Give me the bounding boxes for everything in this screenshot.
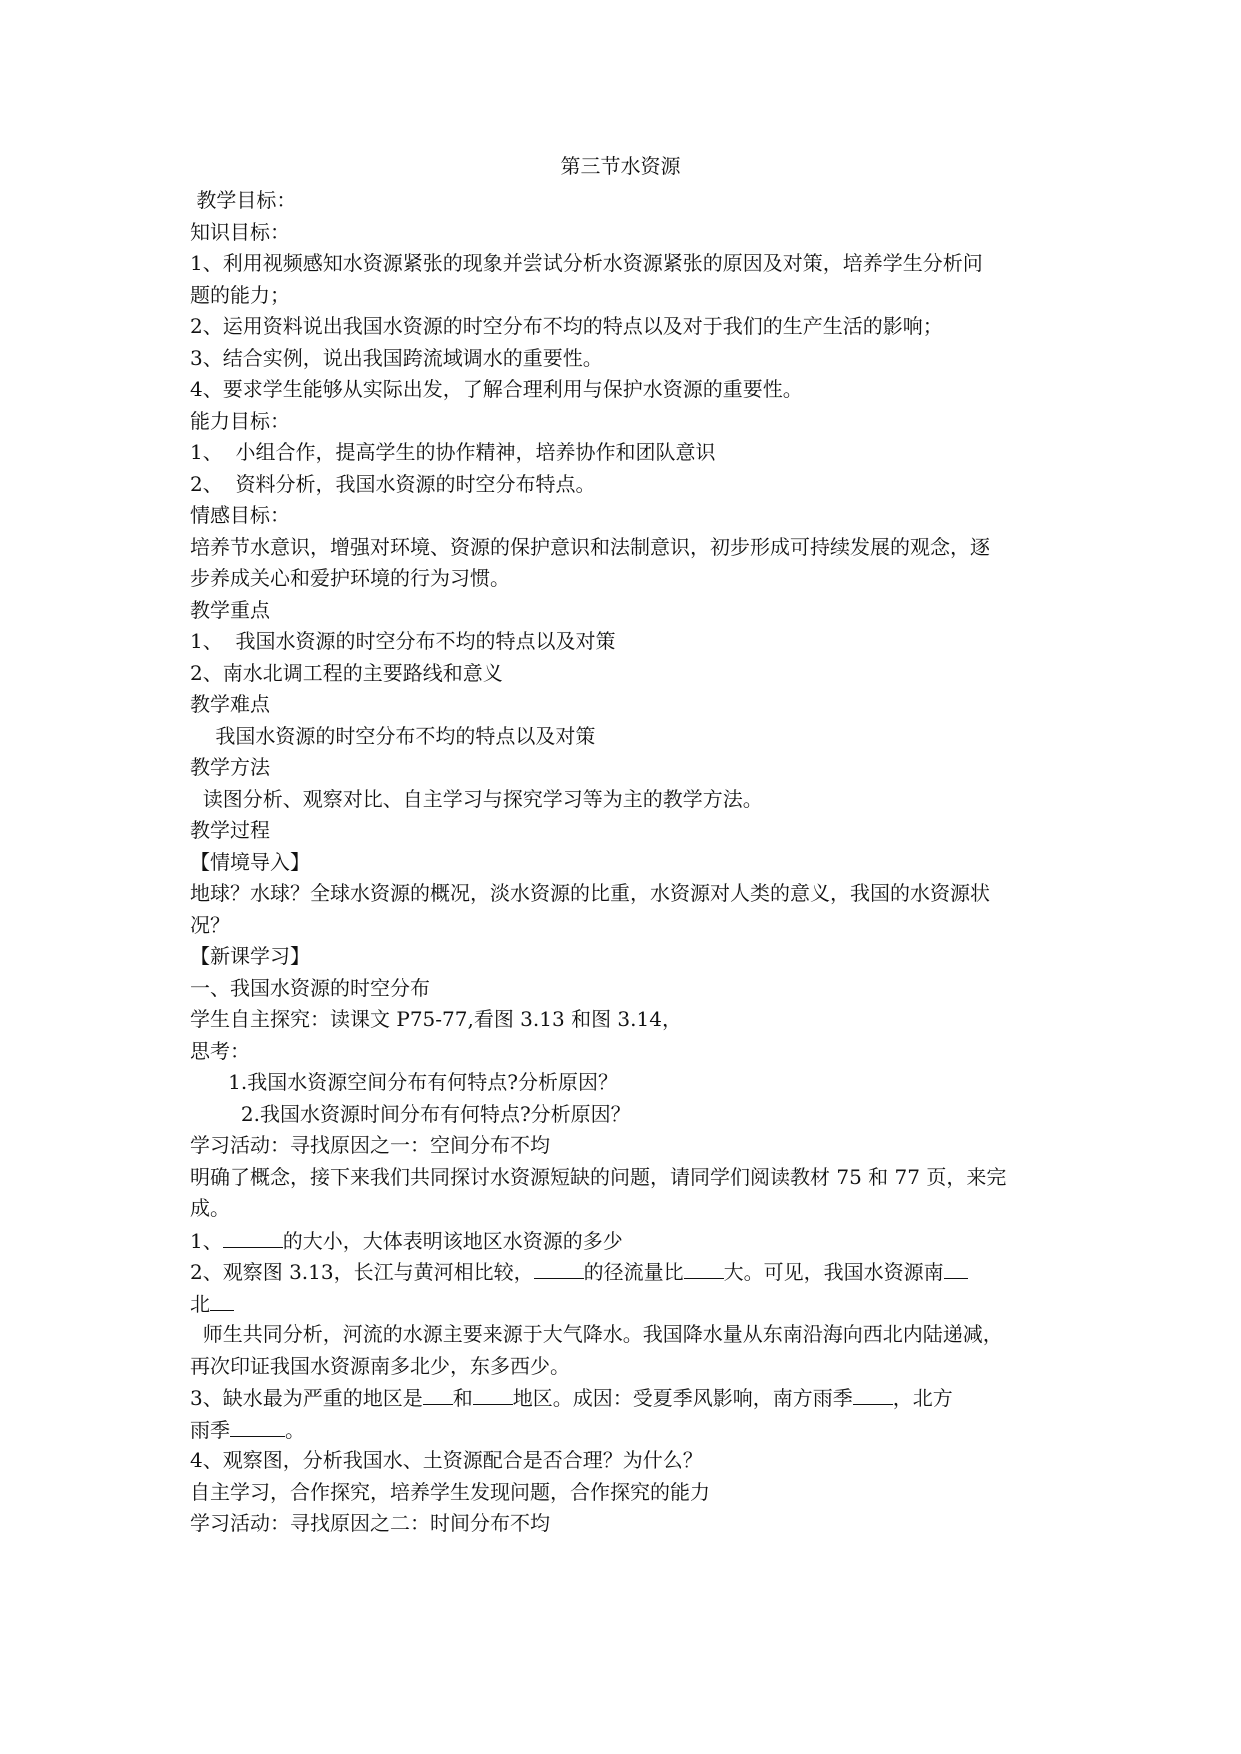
paragraph-line: 地球？水球？全球水资源的概况，淡水资源的比重，水资源对人类的意义，我国的水资源状 xyxy=(190,881,990,905)
heading-ability-goals: 能力目标： xyxy=(190,408,290,433)
q2-line2: 北 xyxy=(190,1291,210,1316)
paragraph-line: 明确了概念，接下来我们共同探讨水资源短缺的问题，请同学们阅读教材 75 和 77 页，来完 xyxy=(190,1164,1007,1189)
paragraph-line: 再次印证我国水资源南多北少，东多西少。 xyxy=(190,1353,570,1378)
answer-blank xyxy=(534,1256,584,1279)
fill-in-question-3-cont xyxy=(190,1414,1060,1446)
q3-prefix: 3、缺水最为严重的地区是 xyxy=(190,1386,423,1410)
paragraph-line: 成。 xyxy=(190,1196,230,1220)
answer-blank xyxy=(423,1382,453,1405)
paragraph-line: 我国水资源的时空分布不均的特点以及对策 xyxy=(190,723,596,748)
q3-line2-suffix: 。 xyxy=(285,1417,305,1442)
answer-blank xyxy=(473,1382,513,1405)
q2-mid2: 大。可见，我国水资源南 xyxy=(723,1260,944,1284)
paragraph-line: 2、运用资料说出我国水资源的时空分布不均的特点以及对于我们的生产生活的影响； xyxy=(190,314,943,338)
heading-teaching-goals: 教学目标： xyxy=(190,188,297,212)
paragraph-line: 师生共同分析，河流的水源主要来源于大气降水。我国降水量从东南沿海向西北内陆递减， xyxy=(190,1322,1003,1346)
answer-blank xyxy=(223,1225,283,1248)
fill-in-question-2-cont xyxy=(190,1288,1060,1320)
answer-blank xyxy=(684,1256,724,1279)
paragraph-line: 学习活动：寻找原因之一：空间分布不均 xyxy=(190,1133,550,1157)
q3-mid3: ，北方 xyxy=(892,1386,953,1410)
q2-mid1: 的径流量比 xyxy=(583,1260,684,1284)
paragraph-line: 2、南水北调工程的主要路线和意义 xyxy=(190,660,503,685)
answer-blank xyxy=(853,1382,893,1405)
q3-mid2: 地区。成因：受夏季风影响，南方雨季 xyxy=(512,1386,853,1410)
paragraph-line: 2、 资料分析，我国水资源的时空分布特点。 xyxy=(190,471,596,496)
paragraph-line: 1、利用视频感知水资源紧张的现象并尝试分析水资源紧张的原因及对策，培养学生分析问 xyxy=(190,251,983,275)
question-line: 2.我国水资源时间分布有何特点?分析原因？ xyxy=(190,1101,631,1126)
paragraph-line: 4、要求学生能够从实际出发，了解合理利用与保护水资源的重要性。 xyxy=(190,377,803,401)
paragraph-line: 自主学习，合作探究，培养学生发现问题，合作探究的能力 xyxy=(190,1479,710,1504)
q2-prefix: 2、观察图 3.13，长江与黄河相比较， xyxy=(190,1260,534,1284)
paragraph-line: 4、观察图，分析我国水、土资源配合是否合理？为什么？ xyxy=(190,1448,703,1472)
heading-teaching-process: 教学过程 xyxy=(190,818,270,842)
heading-knowledge-goals: 知识目标： xyxy=(190,219,290,244)
paragraph-line: 思考： xyxy=(190,1038,250,1063)
section-heading: 【情境导入】 xyxy=(190,849,310,874)
heading-teaching-method: 教学方法 xyxy=(190,755,270,779)
question-line: 1.我国水资源空间分布有何特点?分析原因？ xyxy=(190,1070,618,1094)
paragraph-line: 况？ xyxy=(190,912,230,937)
paragraph-line: 培养节水意识，增强对环境、资源的保护意识和法制意识，初步形成可持续发展的观念，逐 xyxy=(190,534,990,559)
heading-key-points: 教学重点 xyxy=(190,597,270,622)
paragraph-line: 步养成关心和爱护环境的行为习惯。 xyxy=(190,566,510,590)
paragraph-line: 一、我国水资源的时空分布 xyxy=(190,975,430,1000)
paragraph-line: 题的能力； xyxy=(190,282,290,307)
paragraph-line: 3、结合实例，说出我国跨流域调水的重要性。 xyxy=(190,345,603,370)
heading-difficulties: 教学难点 xyxy=(190,692,270,716)
fill-in-question-2 xyxy=(190,1256,1060,1288)
answer-blank xyxy=(210,1288,234,1311)
paragraph-line: 1、 小组合作，提高学生的协作精神，培养协作和团队意识 xyxy=(190,440,716,464)
q1-prefix: 1、 xyxy=(190,1228,223,1253)
q3-line2-prefix: 雨季 xyxy=(190,1417,230,1442)
q1-suffix: 的大小，大体表明该地区水资源的多少 xyxy=(282,1228,623,1253)
fill-in-question-1 xyxy=(190,1225,1060,1257)
paragraph-line: 学生自主探究：读课文 P75-77,看图 3.13 和图 3.14， xyxy=(190,1007,682,1031)
paragraph-line: 读图分析、观察对比、自主学习与探究学习等为主的教学方法。 xyxy=(190,786,763,811)
q3-mid1: 和 xyxy=(452,1386,473,1410)
answer-blank xyxy=(230,1414,285,1437)
document-body xyxy=(190,185,1060,1540)
paragraph-line: 学习活动：寻找原因之二：时间分布不均 xyxy=(190,1511,550,1535)
heading-emotion-goals: 情感目标： xyxy=(190,503,290,527)
fill-in-question-3 xyxy=(190,1382,1060,1414)
answer-blank xyxy=(944,1256,968,1279)
paragraph-line: 1、 我国水资源的时空分布不均的特点以及对策 xyxy=(190,629,616,653)
section-heading: 【新课学习】 xyxy=(190,944,310,968)
page-title: 第三节水资源 xyxy=(560,154,681,178)
